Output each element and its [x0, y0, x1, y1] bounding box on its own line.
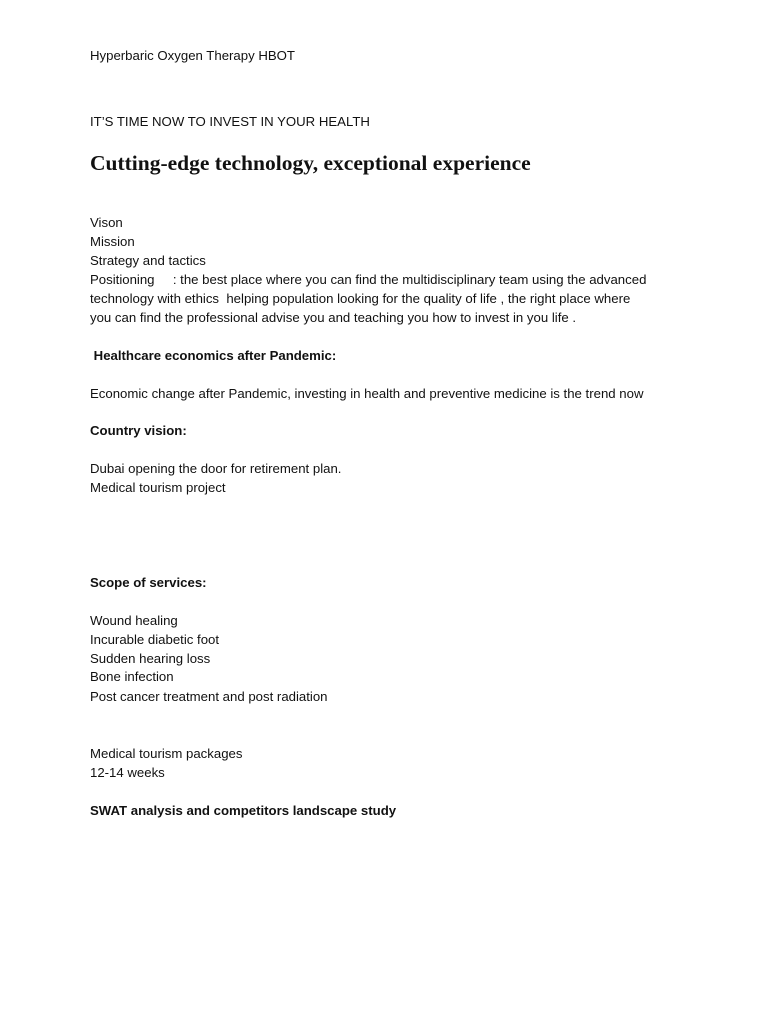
strategy-item: Strategy and tactics — [90, 253, 206, 268]
scope-heading: Scope of services: — [90, 575, 207, 590]
scope-item: Post cancer treatment and post radiation — [90, 689, 328, 704]
country-vision-heading: Country vision: — [90, 423, 187, 438]
country-item: Medical tourism project — [90, 480, 226, 495]
positioning-line-3: you can find the professional advise you and teaching you how to invest in you life . — [90, 310, 577, 325]
vision-item: Vison — [90, 215, 123, 230]
country-item: Dubai opening the door for retirement plan. — [90, 461, 342, 476]
document-title: Hyperbaric Oxygen Therapy HBOT — [90, 48, 295, 63]
main-heading: Cutting-edge technology, exceptional experience — [90, 151, 531, 175]
positioning-text-1: the best place where you can find the multidisciplinary team using the advanced — [180, 272, 647, 287]
positioning-line-2: technology with ethics helping population looking for the quality of life , the right place where — [90, 291, 631, 306]
packages-title: Medical tourism packages — [90, 746, 243, 761]
economics-text: Economic change after Pandemic, investing in health and preventive medicine is the trend now — [90, 386, 644, 401]
scope-item: Incurable diabetic foot — [90, 632, 220, 647]
tagline: IT’S TIME NOW TO INVEST IN YOUR HEALTH — [90, 114, 370, 129]
economics-heading: Healthcare economics after Pandemic: — [90, 348, 337, 363]
positioning-line-1 — [90, 270, 646, 289]
mission-item: Mission — [90, 234, 135, 249]
packages-duration: 12-14 weeks — [90, 765, 165, 780]
scope-item: Wound healing — [90, 613, 178, 628]
swat-heading: SWAT analysis and competitors landscape study — [90, 803, 397, 818]
positioning-label: Positioning : — [90, 272, 177, 287]
scope-item: Sudden hearing loss — [90, 651, 211, 666]
scope-item: Bone infection — [90, 669, 174, 684]
